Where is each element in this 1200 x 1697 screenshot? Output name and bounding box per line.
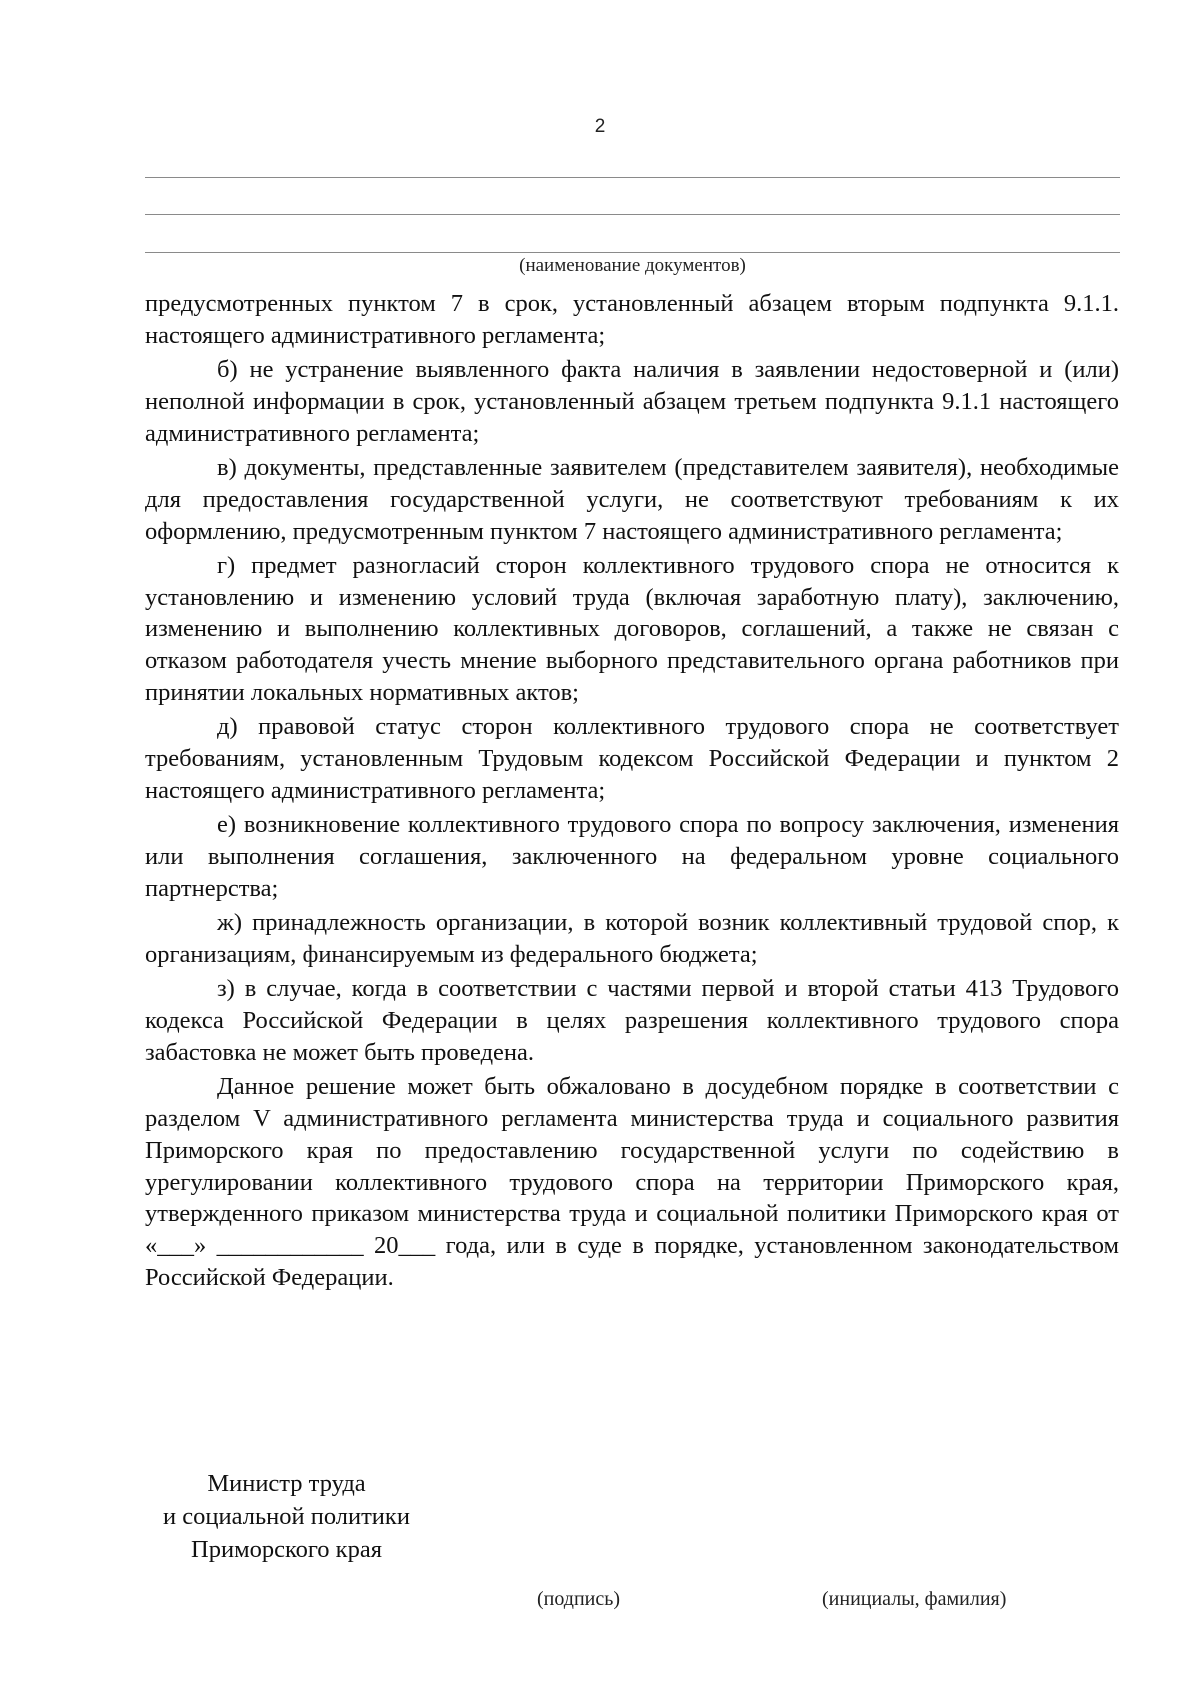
- document-body: [145, 288, 1119, 1296]
- fill-in-line-1: [145, 177, 1120, 178]
- documents-caption: (наименование документов): [519, 255, 746, 276]
- paragraph-item-g: г) предмет разногласий сторон коллективного трудового спора не относится к установлению и изменению условий труда (включая заработную плату), заключению, изменению и выполнению коллективных договоров, соглашений, а также не связан с отказом работодателя учесть мнение выборного представительного органа работников при принятии локальных нормативных актов;: [145, 551, 1119, 707]
- name-label: (инициалы, фамилия): [822, 1588, 1007, 1610]
- fill-in-line-2: [145, 214, 1120, 215]
- signer-line-1: Министр труда: [207, 1470, 366, 1497]
- paragraph-item-zh: ж) принадлежность организации, в которой возник коллективный трудовой спор, к организациям, финансируемым из федерального бюджета;: [145, 909, 1119, 968]
- signer-line-3: Приморского края: [191, 1536, 382, 1563]
- signer-title: [145, 1467, 428, 1566]
- paragraph-continuation: предусмотренных пунктом 7 в срок, установленный абзацем вторым подпункта 9.1.1. настоящего административного регламента;: [145, 290, 1119, 349]
- paragraph-item-b: б) не устранение выявленного факта наличия в заявлении недостоверной и (или) неполной информации в срок, установленный абзацем третьем подпункта 9.1.1 настоящего административного регламента;: [145, 356, 1119, 447]
- fill-in-line-3: [145, 252, 1120, 253]
- page-number: 2: [594, 116, 606, 137]
- paragraph-item-v: в) документы, представленные заявителем (представителем заявителя), необходимые для предоставления государственной услуги, не соответствуют требованиям к их оформлению, предусмотренным пунктом 7 настоящего административного регламента;: [145, 453, 1119, 545]
- paragraph-appeal: Данное решение может быть обжаловано в досудебном порядке в соответствии с разделом V административного регламента министерства труда и социального развития Приморского края по предоставлению государственной услуги по содействию в урегулировании коллективного трудового спора на территории Приморского края, утвержденного приказом министерства труда и социальной политики Приморского края от «___» ____________ 20___ года, или в суде в порядке, установленном законодательством Российской Федерации.: [145, 1073, 1119, 1291]
- signer-line-2: и социальной политики: [163, 1503, 410, 1530]
- paragraph-item-e: е) возникновение коллективного трудового спора по вопросу заключения, изменения или выполнения соглашения, заключенного на федеральном уровне социального партнерства;: [145, 811, 1119, 902]
- paragraph-item-z: з) в случае, когда в соответствии с частями первой и второй статьи 413 Трудового кодекса Российской Федерации в целях разрешения коллективного трудового спора забастовка не может быть проведена.: [145, 975, 1119, 1066]
- paragraph-item-d: д) правовой статус сторон коллективного трудового спора не соответствует требованиям, установленным Трудовым кодексом Российской Федерации и пунктом 2 настоящего административного регламента;: [145, 713, 1119, 804]
- signature-label: (подпись): [537, 1588, 621, 1610]
